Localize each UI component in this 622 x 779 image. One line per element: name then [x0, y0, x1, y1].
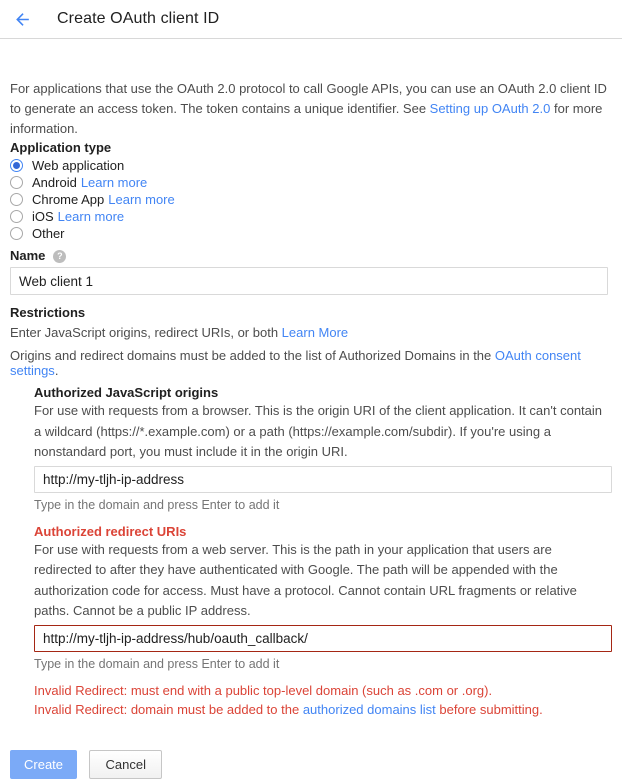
learn-more-link[interactable]: Learn more	[80, 175, 148, 190]
redirect-uris-label: Authorized redirect URIs	[34, 523, 187, 539]
radio-option-label: Android	[32, 175, 77, 190]
redirect-uris-section	[34, 524, 608, 720]
radio-option-other[interactable]	[10, 225, 608, 242]
name-field-row	[10, 248, 608, 264]
radio-option-android[interactable]	[10, 174, 608, 191]
learn-more-link[interactable]: Learn more	[108, 192, 175, 207]
intro-text-before: For applications that use the OAuth 2.0 protocol to call Google APIs, you can use an OAuth 2.0 client ID to generate an access token. The token contains a unique identifier. See	[10, 81, 607, 116]
restrictions-line2-text: Origins and redirect domains must be added to the list of Authorized Domains in the	[10, 348, 495, 363]
restrictions-line1	[10, 325, 608, 340]
name-label: Name	[10, 248, 46, 263]
radio-option-label: iOS	[32, 209, 54, 224]
oauth-consent-settings-link[interactable]: OAuth consent settings	[10, 348, 581, 378]
restrictions-line1-text: Enter JavaScript origins, redirect URIs, or both	[10, 325, 282, 340]
application-type-label: Application type	[10, 140, 112, 155]
form-content	[0, 79, 622, 779]
page-header	[0, 0, 622, 39]
radio-button-icon[interactable]	[10, 193, 23, 206]
arrow-left-icon	[13, 10, 32, 29]
radio-option-ios[interactable]	[10, 208, 608, 225]
learn-more-link[interactable]: Learn more	[57, 209, 125, 224]
restrictions-line2	[10, 348, 608, 378]
validation-errors	[34, 681, 608, 720]
page-title: Create OAuth client ID	[57, 10, 220, 27]
radio-button-icon[interactable]	[10, 176, 23, 189]
error-message-tld	[34, 681, 608, 701]
js-origins-section	[34, 385, 608, 512]
radio-button-icon[interactable]	[10, 210, 23, 223]
radio-button-icon[interactable]	[10, 159, 23, 172]
application-type-group	[10, 157, 608, 242]
error-text: Invalid Redirect: domain must be added to the	[34, 702, 303, 717]
back-button[interactable]	[12, 9, 32, 29]
error-text: Invalid Redirect: must end with a public top-level domain (such as .com or .org).	[34, 682, 493, 698]
cancel-button[interactable]: Cancel	[89, 750, 161, 779]
create-button[interactable]: Create	[10, 750, 77, 779]
form-actions	[10, 750, 608, 779]
js-origins-helper: Type in the domain and press Enter to add it	[34, 497, 280, 512]
learn-more-link[interactable]: Learn More	[281, 325, 349, 340]
radio-option-chrome-app[interactable]	[10, 191, 608, 208]
restrictions-line2-suffix: .	[54, 363, 59, 378]
redirect-uris-description: For use with requests from a web server. This is the path in your application that users are redirected to after they have authenticated with Google. The path will be appended with the authorization code for access. Must have a protocol. Cannot contain URL fragments or relative paths. Cannot be a public IP address.	[34, 541, 577, 618]
authorized-domains-list-link[interactable]: authorized domains list	[302, 702, 436, 717]
setting-up-oauth-link[interactable]: Setting up OAuth 2.0	[429, 101, 551, 116]
intro-text-after: for more information.	[10, 101, 603, 136]
radio-option-label: Web application	[32, 158, 125, 173]
js-origins-description: For use with requests from a browser. This is the origin URI of the client application. It can't contain a wildcard (https://*.example.com) or a path (https://example.com/subdir). If you're using a nonstandard port, you must include it in the origin URI.	[34, 403, 603, 459]
restrictions-label: Restrictions	[10, 305, 86, 320]
error-text-suffix: before submitting.	[435, 702, 543, 717]
name-input[interactable]	[10, 267, 608, 295]
js-origins-input[interactable]	[34, 466, 612, 493]
redirect-uris-input[interactable]	[34, 625, 612, 652]
radio-button-icon[interactable]	[10, 227, 23, 240]
help-icon[interactable]: ?	[53, 250, 66, 263]
intro-text	[10, 79, 608, 139]
js-origins-label: Authorized JavaScript origins	[34, 385, 219, 400]
redirect-uris-helper: Type in the domain and press Enter to add it	[34, 656, 280, 671]
radio-option-label: Other	[32, 226, 65, 241]
radio-option-web-application[interactable]	[10, 157, 608, 174]
error-message-domain	[34, 700, 608, 720]
radio-option-label: Chrome App	[32, 192, 105, 207]
